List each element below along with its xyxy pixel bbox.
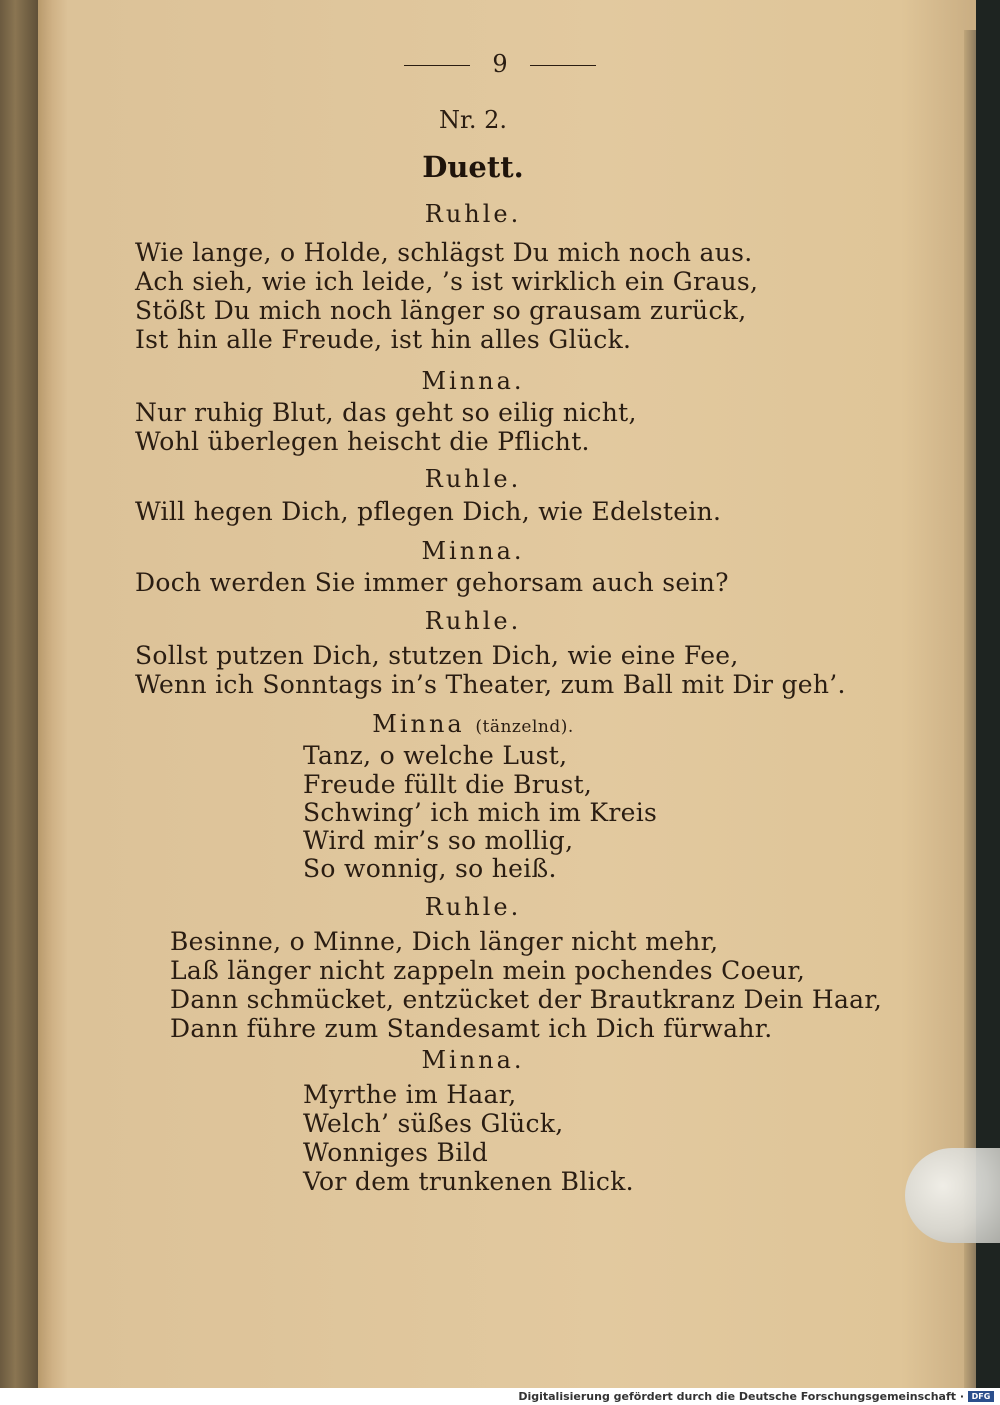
page-clip <box>905 1148 1000 1243</box>
verse-line: Ach sieh, wie ich leide, ’s ist wirklich ein Graus, <box>135 267 759 296</box>
speaker-name: Minna. <box>421 537 525 565</box>
speaker-label <box>0 607 946 635</box>
speaker-label <box>0 537 946 565</box>
verse-line: Besinne, o Minne, Dich länger nicht mehr, <box>170 927 719 956</box>
dfg-logo-icon: DFG <box>968 1391 994 1402</box>
verse-line: Will hegen Dich, pflegen Dich, wie Edelstein. <box>135 497 722 526</box>
page-number-text: 9 <box>492 50 508 78</box>
verse-line: Ist hin alle Freude, ist hin alles Glück. <box>135 325 632 354</box>
page-number <box>0 50 1000 78</box>
stage-direction: (tänzelnd). <box>475 717 574 737</box>
footer-credit: Digitalisierung gefördert durch die Deutsche Forschungsgemeinschaft · <box>518 1390 964 1403</box>
verse-line: Sollst putzen Dich, stutzen Dich, wie eine Fee, <box>135 641 739 670</box>
speaker-label <box>0 200 946 228</box>
verse-line: Tanz, o welche Lust, <box>303 741 568 770</box>
speaker-label <box>0 465 946 493</box>
verse-line: So wonnig, so heiß. <box>303 854 557 883</box>
speaker-name: Minna. <box>421 367 525 395</box>
verse-line: Dann schmücket, entzücket der Brautkranz Dein Haar, <box>170 985 883 1014</box>
section-title: Duett. <box>422 150 524 184</box>
speaker-label <box>0 367 946 395</box>
verse-line: Welch’ süßes Glück, <box>303 1109 564 1138</box>
speaker-name: Ruhle. <box>424 200 522 228</box>
speaker-name: Minna <box>372 710 465 738</box>
verse-line: Freude füllt die Brust, <box>303 770 593 799</box>
verse-line: Stößt Du mich noch länger so grausam zurück, <box>135 296 747 325</box>
verse-line: Doch werden Sie immer gehorsam auch sein? <box>135 568 729 597</box>
verse-line: Wie lange, o Holde, schlägst Du mich noch aus. <box>135 238 753 267</box>
speaker-name: Ruhle. <box>424 893 522 921</box>
speaker-label <box>0 710 946 738</box>
verse-line: Schwing’ ich mich im Kreis <box>303 798 658 827</box>
verse-line: Laß länger nicht zappeln mein pochendes Coeur, <box>170 956 806 985</box>
page-number-rule-left <box>404 65 470 66</box>
verse-line: Wird mir’s so mollig, <box>303 826 574 855</box>
verse-line: Wenn ich Sonntags in’s Theater, zum Ball mit Dir geh’. <box>135 670 846 699</box>
verse-line: Vor dem trunkenen Blick. <box>303 1167 634 1196</box>
verse-line: Wohl überlegen heischt die Pflicht. <box>135 427 590 456</box>
verse-line: Myrthe im Haar, <box>303 1080 517 1109</box>
speaker-name: Ruhle. <box>424 465 522 493</box>
speaker-label <box>0 893 946 921</box>
verse-line: Dann führe zum Standesamt ich Dich fürwahr. <box>170 1014 773 1043</box>
speaker-name: Minna. <box>421 1046 525 1074</box>
speaker-label <box>0 1046 946 1074</box>
verse-line: Wonniges Bild <box>303 1138 489 1167</box>
section-number: Nr. 2. <box>439 106 507 134</box>
verse-line: Nur ruhig Blut, das geht so eilig nicht, <box>135 398 637 427</box>
page-number-rule-right <box>530 65 596 66</box>
footer-bar <box>0 1388 1000 1405</box>
speaker-name: Ruhle. <box>424 607 522 635</box>
